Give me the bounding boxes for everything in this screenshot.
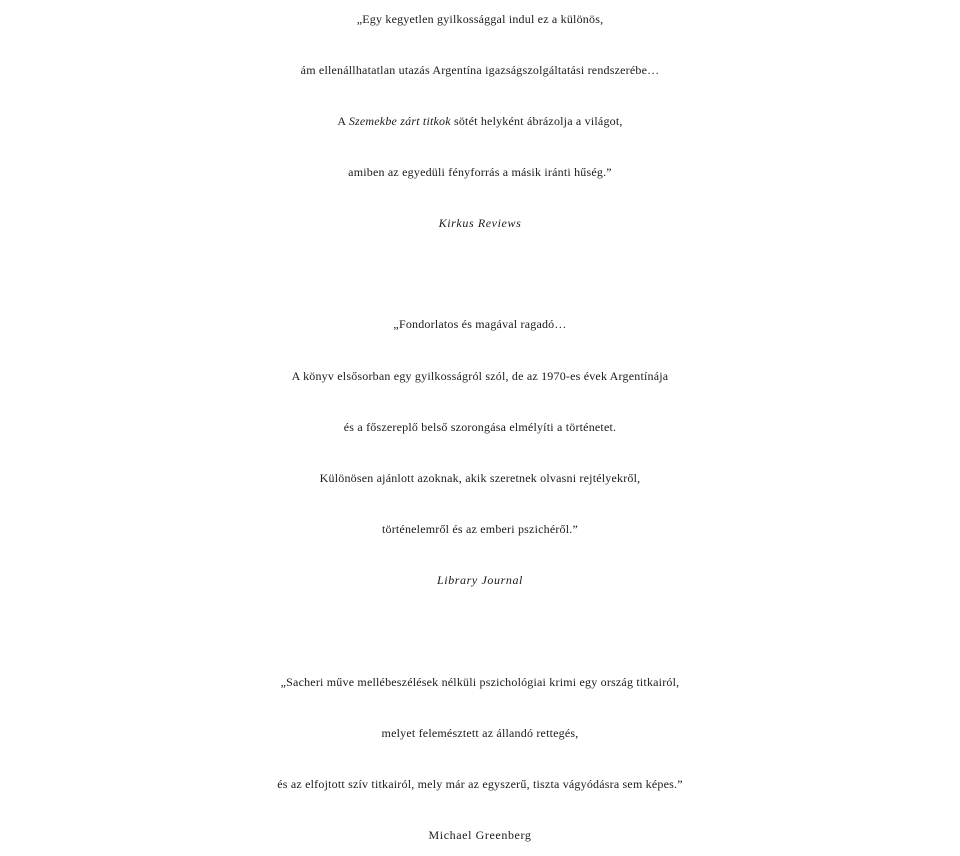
quote3-source: Michael Greenberg xyxy=(428,828,532,842)
quote1-line4: amiben az egyedüli fényforrás a másik iránti hűség.” xyxy=(348,165,612,179)
quote2-line1: „Fondorlatos és magával ragadó… xyxy=(393,317,567,331)
quote2-line3: és a főszereplő belső szorongása elmélyíti a történetet. xyxy=(343,420,617,434)
book-title: Szemekbe zárt titkok xyxy=(348,114,451,128)
quote3-line2: melyet felemésztett az állandó rettegés, xyxy=(381,726,579,740)
quote2-source: Library Journal xyxy=(436,573,523,587)
quote3-line3: és az elfojtott szív titkairól, mely már az egyszerű, tiszta vágyódásra sem képes.” xyxy=(277,777,683,791)
quote1-line2: ám ellenállhatatlan utazás Argentína igazságszolgáltatási rendszerébe… xyxy=(300,63,660,77)
quote1-line1: „Egy kegyetlen gyilkossággal indul ez a különös, xyxy=(356,12,604,26)
quote2-line5: történelemről és az emberi pszichéről.” xyxy=(381,522,579,536)
quote2-line2: A könyv elsősorban egy gyilkosságról szól, de az 1970-es évek Argentínája xyxy=(291,369,669,383)
quote1-line3-suffix: sötét helyként ábrázolja a világot, xyxy=(450,114,623,128)
quote2-line4: Különösen ajánlott azoknak, akik szeretnek olvasni rejtélyekről, xyxy=(319,471,641,485)
quote1-source: Kirkus Reviews xyxy=(438,216,522,230)
quote1-line3 xyxy=(0,106,960,136)
quote3-line1: „Sacheri műve mellébeszélések nélküli pszichológiai krimi egy ország titkairól, xyxy=(280,675,680,689)
quote1-line3-prefix: A xyxy=(337,114,349,128)
